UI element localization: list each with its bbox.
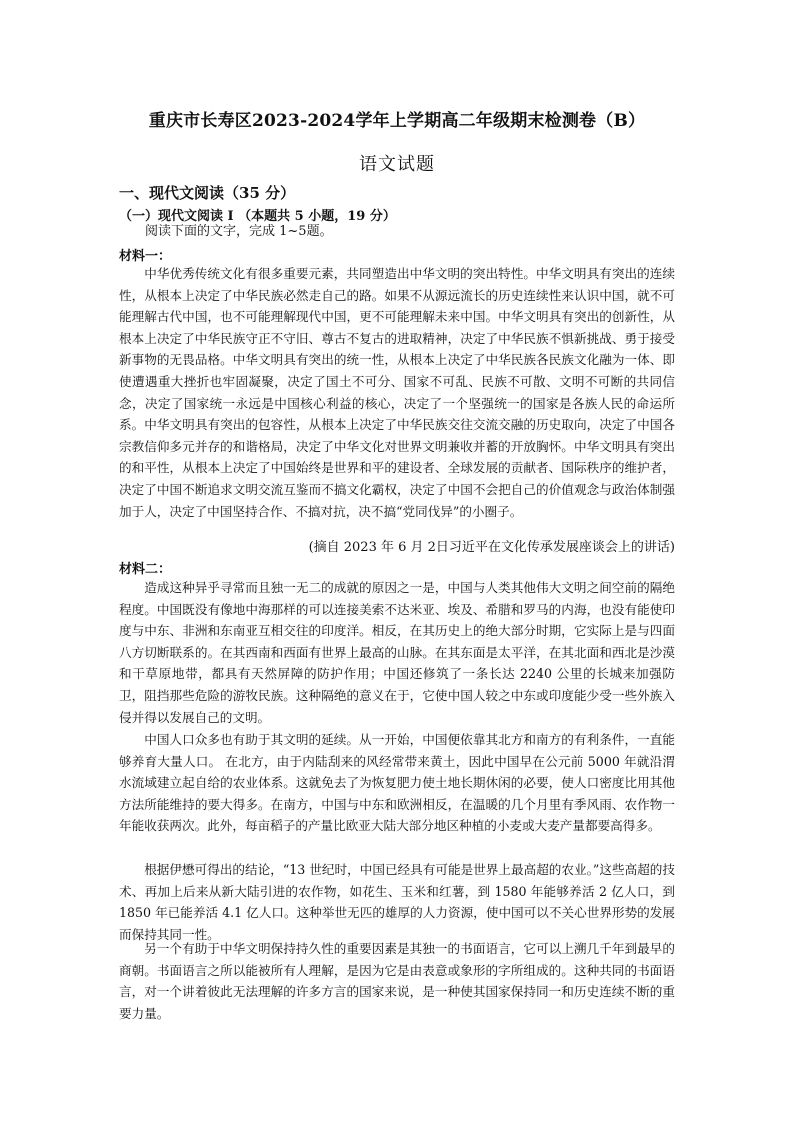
material-2-paragraph: 造成这种异乎寻常而且独一无二的成就的原因之一是，中国与人类其他伟大文明之间空前的隔绝程度。中国既没有像地中海那样的可以连接美索不达米亚、埃及、希腊和罗马的内海，也没有能使印度与中东、非洲和东南亚互相交往的印度洋。相反，在其历史上的绝大部分时期，它实际上是与四面八方切断联系的。在其西南和西面有世界上最高的山脉。在其东面是太平洋，在其北面和西北是沙漠和干草原地带，都具有天然屏障的防护作用；中国还修筑了一条长达 2240 公里的长城来加强防卫，阻挡那些危险的游牧民族。这种隔绝的意义在于，它使中国人较之中东或印度能少受一些外族入侵并得以发展自己的文明。 xyxy=(119,580,675,725)
reading-instruction: 阅读下面的文字，完成 1~5题。 xyxy=(145,224,333,239)
exam-title: 重庆市长寿区2023-2024学年上学期高二年级期末检测卷（B） xyxy=(148,111,646,131)
material-2-paragraph: 中国人口众多也有助于其文明的延续。从一开始，中国便依靠其北方和南方的有利条件，一直能够养育大量人口。 在北方，由于内陆刮来的风经常带来黄土，因此中国早在公元前 5000 年就沿渭水流域建立起自给的农业体系。这就免去了为恢复肥力使土地长期休闲的必要，使人口密度比用其他方法所能维持的要大得多。在南方，中国与中东和欧洲相反，在温暖的几个月里有季风雨、农作物一年能收获两次。此外，每亩稻子的产量比欧亚大陆大部分地区种植的小麦或大麦产量都要高得多。 xyxy=(119,732,675,834)
material-1-source: (摘自 2023 年 6 月 2日习近平在文化传承发展座谈会上的讲话) xyxy=(308,540,675,555)
material-2-paragraph: 另一个有助于中华文明保持持久性的重要因素是其独一的书面语言，它可以上溯几千年到最早的商朝。书面语言之所以能被所有人理解，是因为它是由表意或象形的字所组成的。这种共同的书面语言，对一个讲着彼此无法理解的许多方言的国家来说，是一种使其国家保持同一和历史连续不断的重要力量。 xyxy=(119,941,675,1021)
section-heading: 一、现代文阅读（35 分） xyxy=(119,184,296,202)
part-heading: （一）现代文阅读 I （本题共 5 小题，19 分） xyxy=(119,209,396,224)
material-1-label: 材料一： xyxy=(119,249,172,264)
material-2-paragraph: 根据伊懋可得出的结论，“13 世纪时，中国已经具有可能是世界上最高超的农业。”这些高超的技术、再加上后来从新大陆引进的农作物，如花生、玉米和红薯，到 1580 年能够养活 2 亿人口，到 1850 年已能养活 4.1 亿人口。这种举世无匹的雄厚的人力资源，使中国可以不关心世界形势的发展而保持其同一性。 xyxy=(119,862,675,942)
material-1-text: 中华优秀传统文化有很多重要元素，共同塑造出中华文明的突出特性。中华文明具有突出的连续性，从根本上决定了中华民族必然走自己的路。如果不从源远流长的历史连续性来认识中国，就不可能理解古代中国，也不可能理解现代中国，更不可能理解未来中国。中华文明具有突出的创新性，从根本上决定了中华民族守正不守旧、尊古不复古的进取精神，决定了中华民族不惧新挑战、勇于接受新事物的无畏品格。中华文明具有突出的统一性，从根本上决定了中华民族各民族文化融为一体、即使遭遇重大挫折也牢固凝聚，决定了国土不可分、国家不可乱、民族不可散、文明不可断的共同信念，决定了国家统一永远是中国核心利益的核心，决定了一个坚强统一的国家是各族人民的命运所系。中华文明具有突出的包容性，从根本上决定了中华民族交往交流交融的历史取向，决定了中国各宗教信仰多元并存的和谐格局，决定了中华文化对世界文明兼收并蓄的开放胸怀。中华文明具有突出的和平性，从根本上决定了中国始终是世界和平的建设者、全球发展的贡献者、国际秩序的维护者，决定了中国不断追求文明交流互鉴而不搞文化霸权，决定了中国不会把自己的价值观念与政治体制强加于人，决定了中国坚持合作、不搞对抗，决不搞“党同伐异”的小圈子。 xyxy=(119,266,675,519)
material-2-label: 材料二： xyxy=(119,562,172,577)
exam-subtitle: 语文试题 xyxy=(359,154,435,175)
